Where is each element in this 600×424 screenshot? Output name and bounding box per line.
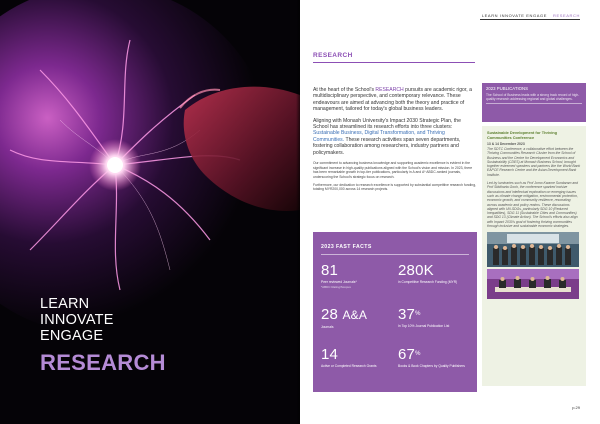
fact-number: 81 bbox=[321, 262, 339, 279]
running-header bbox=[482, 13, 580, 18]
fact-unit: % bbox=[415, 351, 421, 357]
lead1-highlight: RESEARCH bbox=[375, 87, 404, 93]
publications-title: 2023 PUBLICATIONS bbox=[486, 86, 528, 91]
fact-books bbox=[398, 347, 468, 368]
fact-label: Journals bbox=[321, 325, 334, 329]
fact-label: Books & Book Chapters by Quality Publishers bbox=[398, 364, 465, 368]
fact-top10 bbox=[398, 307, 468, 328]
fast-facts-panel bbox=[313, 232, 477, 392]
right-page bbox=[300, 0, 600, 424]
fast-facts-title: 2023 FAST FACTS bbox=[321, 244, 372, 250]
hero-research: RESEARCH bbox=[40, 350, 166, 375]
main-column bbox=[313, 87, 477, 195]
fact-footnote: *ABDC Rating/Scopus bbox=[321, 285, 351, 290]
fact-number bbox=[398, 307, 468, 322]
page-number: p.29 bbox=[572, 405, 580, 410]
fact-label: in Competitive Research Funding (MYR) bbox=[398, 280, 458, 284]
fact-label: In Top 10% Journal Publication List bbox=[398, 324, 450, 328]
fact-grants bbox=[321, 347, 391, 368]
publications-rule bbox=[486, 103, 582, 104]
running-header-motto: LEARN INNOVATE ENGAGE bbox=[481, 13, 547, 18]
conference-date: 13 & 14 December 2023 bbox=[487, 141, 525, 146]
lead-paragraph-2 bbox=[313, 118, 477, 156]
publications-box bbox=[482, 83, 586, 122]
header-rule bbox=[480, 19, 580, 20]
body-paragraph-2: Furthermore, our dedication to research excellence is supported by substantial competitive research funding, totaling MYR200,000 across 14 research projects. bbox=[313, 182, 477, 192]
lead2-highlight: Sustainable Business, Digital Transformation, and Thriving Communities. bbox=[313, 130, 445, 143]
publications-body: The School of Business leads with a strong track record of high-quality research addressing regional and global challenges. bbox=[486, 93, 580, 102]
fact-number: 14 bbox=[321, 346, 339, 363]
page-title: RESEARCH bbox=[313, 52, 353, 59]
fact-number bbox=[321, 307, 391, 323]
hero-line-innovate: INNOVATE bbox=[40, 312, 114, 328]
fact-funding bbox=[398, 263, 468, 284]
fact-number: 280K bbox=[398, 262, 434, 279]
fact-number-value: 28 bbox=[321, 306, 339, 323]
title-rule bbox=[313, 62, 475, 63]
conference-paragraph-2: Led by luminaries such as Prof Jomo Kwame Sundaram and Prof Siddharta Gooh, the conference sparked incisive discussions and intellectual exploration on emerging issues such as climate change mitigation, environmental protection, economic growth, and community resilience, resonating across academic and policy realms. These discussions aligned with UN-SDGs, particularly SDG 10 (Reduced Inequalities), SDG 11 (Sustainable Cities and Communities) and SDG 13 (Climate Action). The School's efforts also align with Impact 2030's goal of fostering thriving communities through inclusive and sustainable economic strategies. bbox=[487, 181, 579, 229]
lead2-text-b: These research activities span seven departments, fostering collaboration among researchers, industry partners and policymakers. bbox=[313, 136, 461, 156]
conference-title: Sustainable Development for Thriving Communities Conference bbox=[487, 130, 558, 140]
body-paragraph-1: Our commitment to advancing business knowledge and supporting academic excellence is evident in the significant increase in high-quality publications aligned with the School's vision and mission. In 2023, there has been remarkable growth in top-tier publications, particularly in A and A* ABDC-ranked journals, underscoring the School's strategic focus on research. bbox=[313, 161, 473, 179]
fact-label: Active or Completed Research Grants bbox=[321, 364, 377, 368]
lead2-text-a: Aligning with Monash University's Impact 2030 Strategic Plan, the School has streamlined its research efforts into three clusters: bbox=[313, 117, 461, 131]
fast-facts-divider bbox=[321, 254, 469, 255]
panel-photo-image bbox=[487, 269, 579, 299]
running-header-section: RESEARCH bbox=[552, 13, 580, 18]
fact-label: Peer reviewed Journals* bbox=[321, 280, 357, 284]
fact-unit: % bbox=[415, 311, 421, 317]
hero-line-engage: ENGAGE bbox=[40, 328, 104, 344]
fact-journals bbox=[321, 263, 391, 289]
lead1-text-b: pursuits are academic rigor, a multidisciplinary perspective, and contemporary relevance. These endeavours are aimed at advancing both the theory and practice of management, tailored for today's global business leaders. bbox=[313, 87, 472, 113]
hero-text bbox=[40, 296, 166, 376]
conference-paragraph-1: The SDTC Conference, a collaborative effort between the Thriving Communities Research Cluster from the School of Business and the Centre for Development Economics and Sustainability (CDES) at Monash Business School, brought together esteemed speakers and partners like the World Bank EAPCE Research Centre and the Asian Development Bank Institute. bbox=[487, 147, 581, 177]
side-column bbox=[482, 83, 586, 386]
fact-number-value: 67 bbox=[398, 346, 416, 363]
fact-number bbox=[398, 347, 468, 362]
hero-line-learn: LEARN bbox=[40, 296, 90, 312]
conference-box bbox=[482, 126, 586, 386]
fact-number-value: 37 bbox=[398, 306, 416, 323]
fact-number-suffix: A&A bbox=[342, 308, 368, 322]
lead1-text-a: At the heart of the School's bbox=[313, 87, 376, 93]
conference-panel-photo bbox=[487, 269, 579, 299]
conference-group-photo bbox=[487, 232, 579, 267]
group-photo-image bbox=[487, 232, 579, 267]
fact-a-journals bbox=[321, 307, 391, 329]
lead-paragraph-1 bbox=[313, 87, 477, 113]
